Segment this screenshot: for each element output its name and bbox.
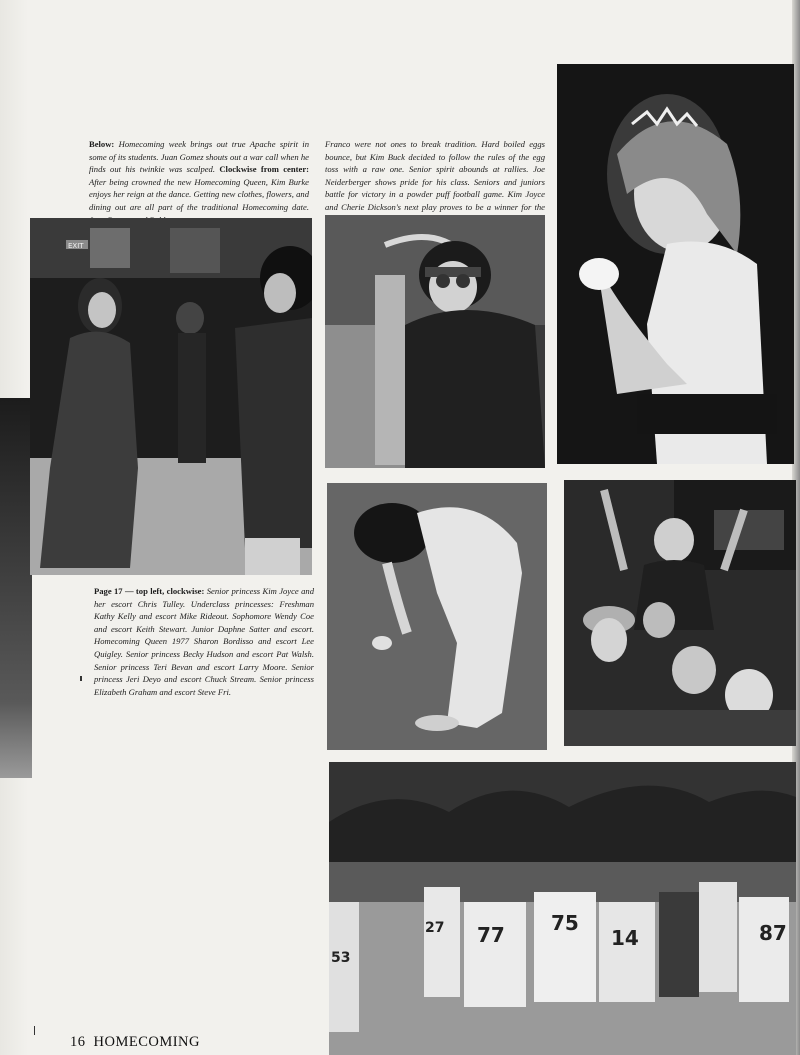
caption-below-text: Homecoming week brings out true Apache spirit in some of its students. Juan Gomez shouts out a war call when he finds out his twinkie was scalped. <box>89 139 309 175</box>
caption-page17-lead: Page 17 — top left, clockwise: <box>94 586 205 596</box>
photo-powder-puff-football <box>329 762 796 1055</box>
photo-apache-spirit <box>325 215 545 468</box>
jersey-number-53: 53 <box>331 950 351 966</box>
photo-egg-toss-image <box>327 483 547 750</box>
caption-page17 <box>94 585 314 698</box>
caption-clockwise-lead: Clockwise from center: <box>219 164 309 175</box>
photo-homecoming-queen-image <box>557 64 794 464</box>
caption-page17-text: Senior princess Kim Joyce and her escort Chris Tulley. Underclass princesses: Freshman Kathy Kelly and escort Mike Rideout. Sophomore Wendy Coe and escort Keith Stewart. Junior Daphne Satter and escort. Homecoming Queen 1977 Sharon Bordisso and escort Lee Quigley. Senior princess Becky Hudson and escort Pat Walsh. Senior princess Teri Bevan and escort Larry Moore. Senior princess Jeri Deyo and escort Chuck Stream. Senior princess Elizabeth Graham and escort Steve Fri. <box>94 586 314 697</box>
jersey-number-77: 77 <box>477 923 505 947</box>
caption-below-lead: Below: <box>89 139 115 149</box>
caption-continued <box>325 138 545 226</box>
photo-egg-toss <box>327 483 547 750</box>
jersey-number-75: 75 <box>551 911 579 935</box>
caption-continued-text: Franco were not ones to break tradition. Hard boiled eggs bounce, but Kim Buck decided to follow the rules of the egg toss with a raw one. Senior spirit abounds at rallies. Joe Neiderberger shows pride for his class. Seniors and juniors battle for victory in a powder puff football game. Kim Joyce and Cherie Dickson's next play proves to be a winner for the <box>325 139 545 212</box>
photo-powder-puff-football-image <box>329 762 796 1055</box>
photo-senior-rally-image <box>564 480 796 746</box>
stray-mark <box>80 676 82 681</box>
caption-below <box>89 138 309 226</box>
photo-apache-spirit-image <box>325 215 545 468</box>
photo-dance-couple-image <box>30 218 312 575</box>
margin-tick <box>34 1026 35 1035</box>
page-footer <box>70 1034 200 1051</box>
jersey-number-27: 27 <box>425 920 445 936</box>
left-bleed-photo-strip <box>0 398 32 778</box>
photo-homecoming-queen <box>557 64 794 464</box>
section-title: HOMECOMING <box>93 1034 200 1050</box>
photo-dance-couple <box>30 218 312 575</box>
page-number: 16 <box>70 1034 86 1050</box>
jersey-number-87: 87 <box>759 921 787 945</box>
photo-senior-rally <box>564 480 796 746</box>
jersey-number-14: 14 <box>611 926 639 950</box>
caption-clockwise-text: After being crowned the new Homecoming Queen, Kim Burke enjoys her reign at the dance. Getting new clothes, flowers, and dining out are all part of the traditional Homecoming date. <box>89 176 309 212</box>
exit-sign-text: EXIT <box>68 242 84 250</box>
